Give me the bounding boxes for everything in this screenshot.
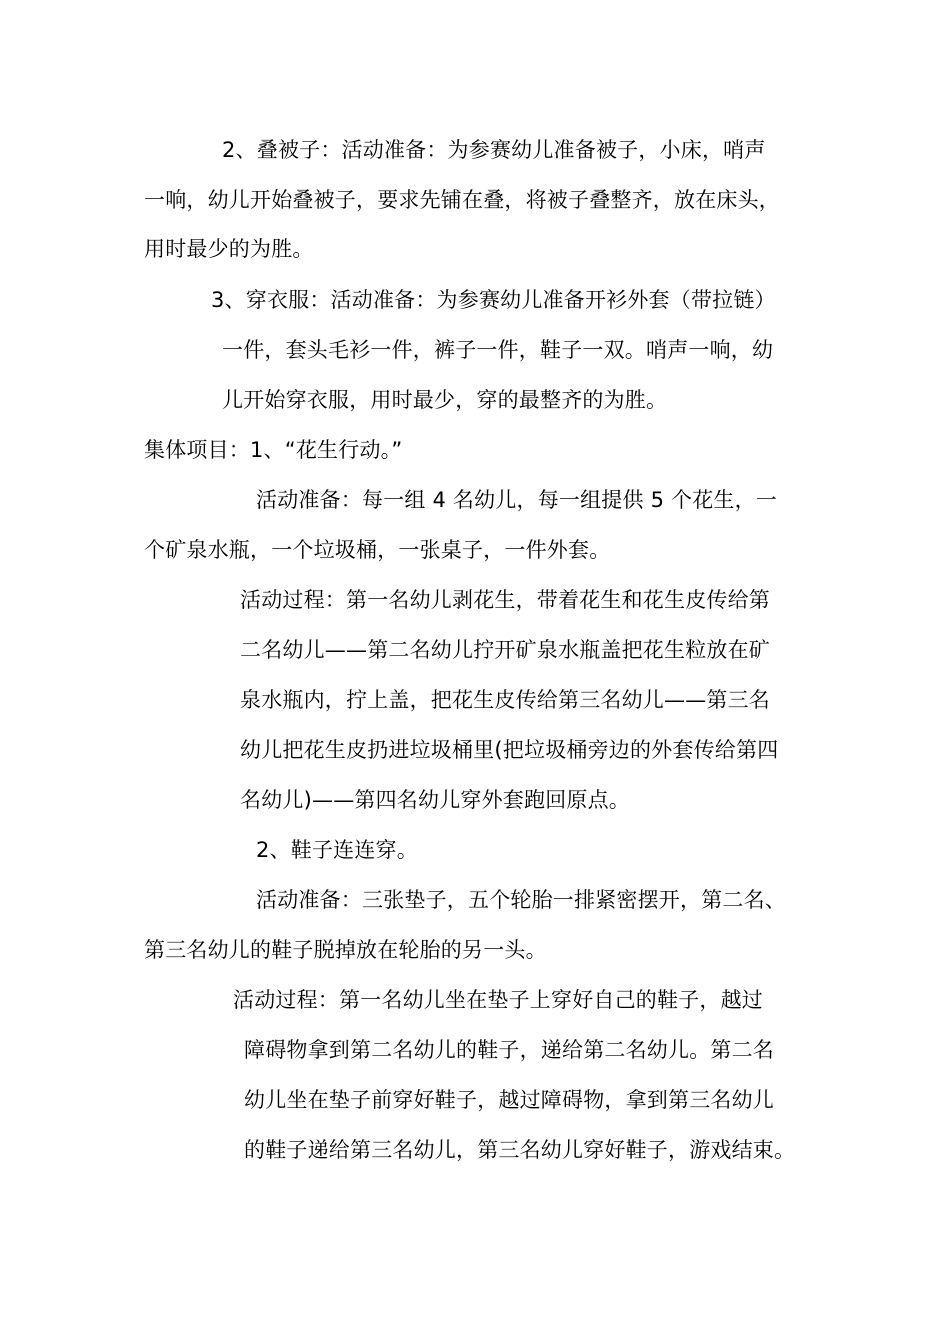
paragraph-line: 儿开始穿衣服，用时最少，穿的最整齐的为胜。 xyxy=(222,388,668,412)
paragraph-line: 3、穿衣服：活动准备：为参赛幼儿准备开衫外套（带拉链） xyxy=(211,288,776,312)
paragraph-line: 的鞋子递给第三名幼儿，第三名幼儿穿好鞋子，游戏结束。 xyxy=(244,1138,796,1162)
paragraph-line: 幼儿把花生皮扔进垃圾桶里(把垃圾桶旁边的外套传给第四 xyxy=(240,738,779,762)
paragraph-line: 活动过程：第一名幼儿坐在垫子上穿好自己的鞋子，越过 xyxy=(233,988,763,1012)
paragraph-line: 泉水瓶内，拧上盖，把花生皮传给第三名幼儿——第三名 xyxy=(240,688,770,712)
paragraph-line: 第三名幼儿的鞋子脱掉放在轮胎的另一头。 xyxy=(144,938,547,962)
paragraph-line: 幼儿坐在垫子前穿好鞋子，越过障碍物，拿到第三名幼儿 xyxy=(244,1088,774,1112)
section-heading: 2、鞋子连连穿。 xyxy=(256,838,418,862)
paragraph-line: 一响，幼儿开始叠被子，要求先铺在叠，将被子叠整齐，放在床头， xyxy=(144,188,780,212)
paragraph-line: 用时最少的为胜。 xyxy=(144,237,314,261)
paragraph-line: 名幼儿)——第四名幼儿穿外套跑回原点。 xyxy=(240,788,630,812)
paragraph-line: 2、叠被子：活动准备：为参赛幼儿准备被子，小床，哨声 xyxy=(222,138,766,162)
paragraph-line: 障碍物拿到第二名幼儿的鞋子，递给第二名幼儿。第二名 xyxy=(244,1038,774,1062)
paragraph-line: 活动过程：第一名幼儿剥花生，带着花生和花生皮传给第 xyxy=(240,588,770,612)
paragraph-line: 一件，套头毛衫一件，裤子一件，鞋子一双。哨声一响，幼 xyxy=(222,338,774,362)
paragraph-line: 个矿泉水瓶，一个垃圾桶，一张桌子，一件外套。 xyxy=(144,538,611,562)
paragraph-line: 活动准备：三张垫子，五个轮胎一排紧密摆开，第二名、 xyxy=(256,888,786,912)
paragraph-line: 二名幼儿——第二名幼儿拧开矿泉水瓶盖把花生粒放在矿 xyxy=(240,638,770,662)
paragraph-line: 活动准备：每一组 4 名幼儿，每一组提供 5 个花生，一 xyxy=(256,488,778,512)
section-heading: 集体项目：1、“花生行动。” xyxy=(144,438,403,462)
